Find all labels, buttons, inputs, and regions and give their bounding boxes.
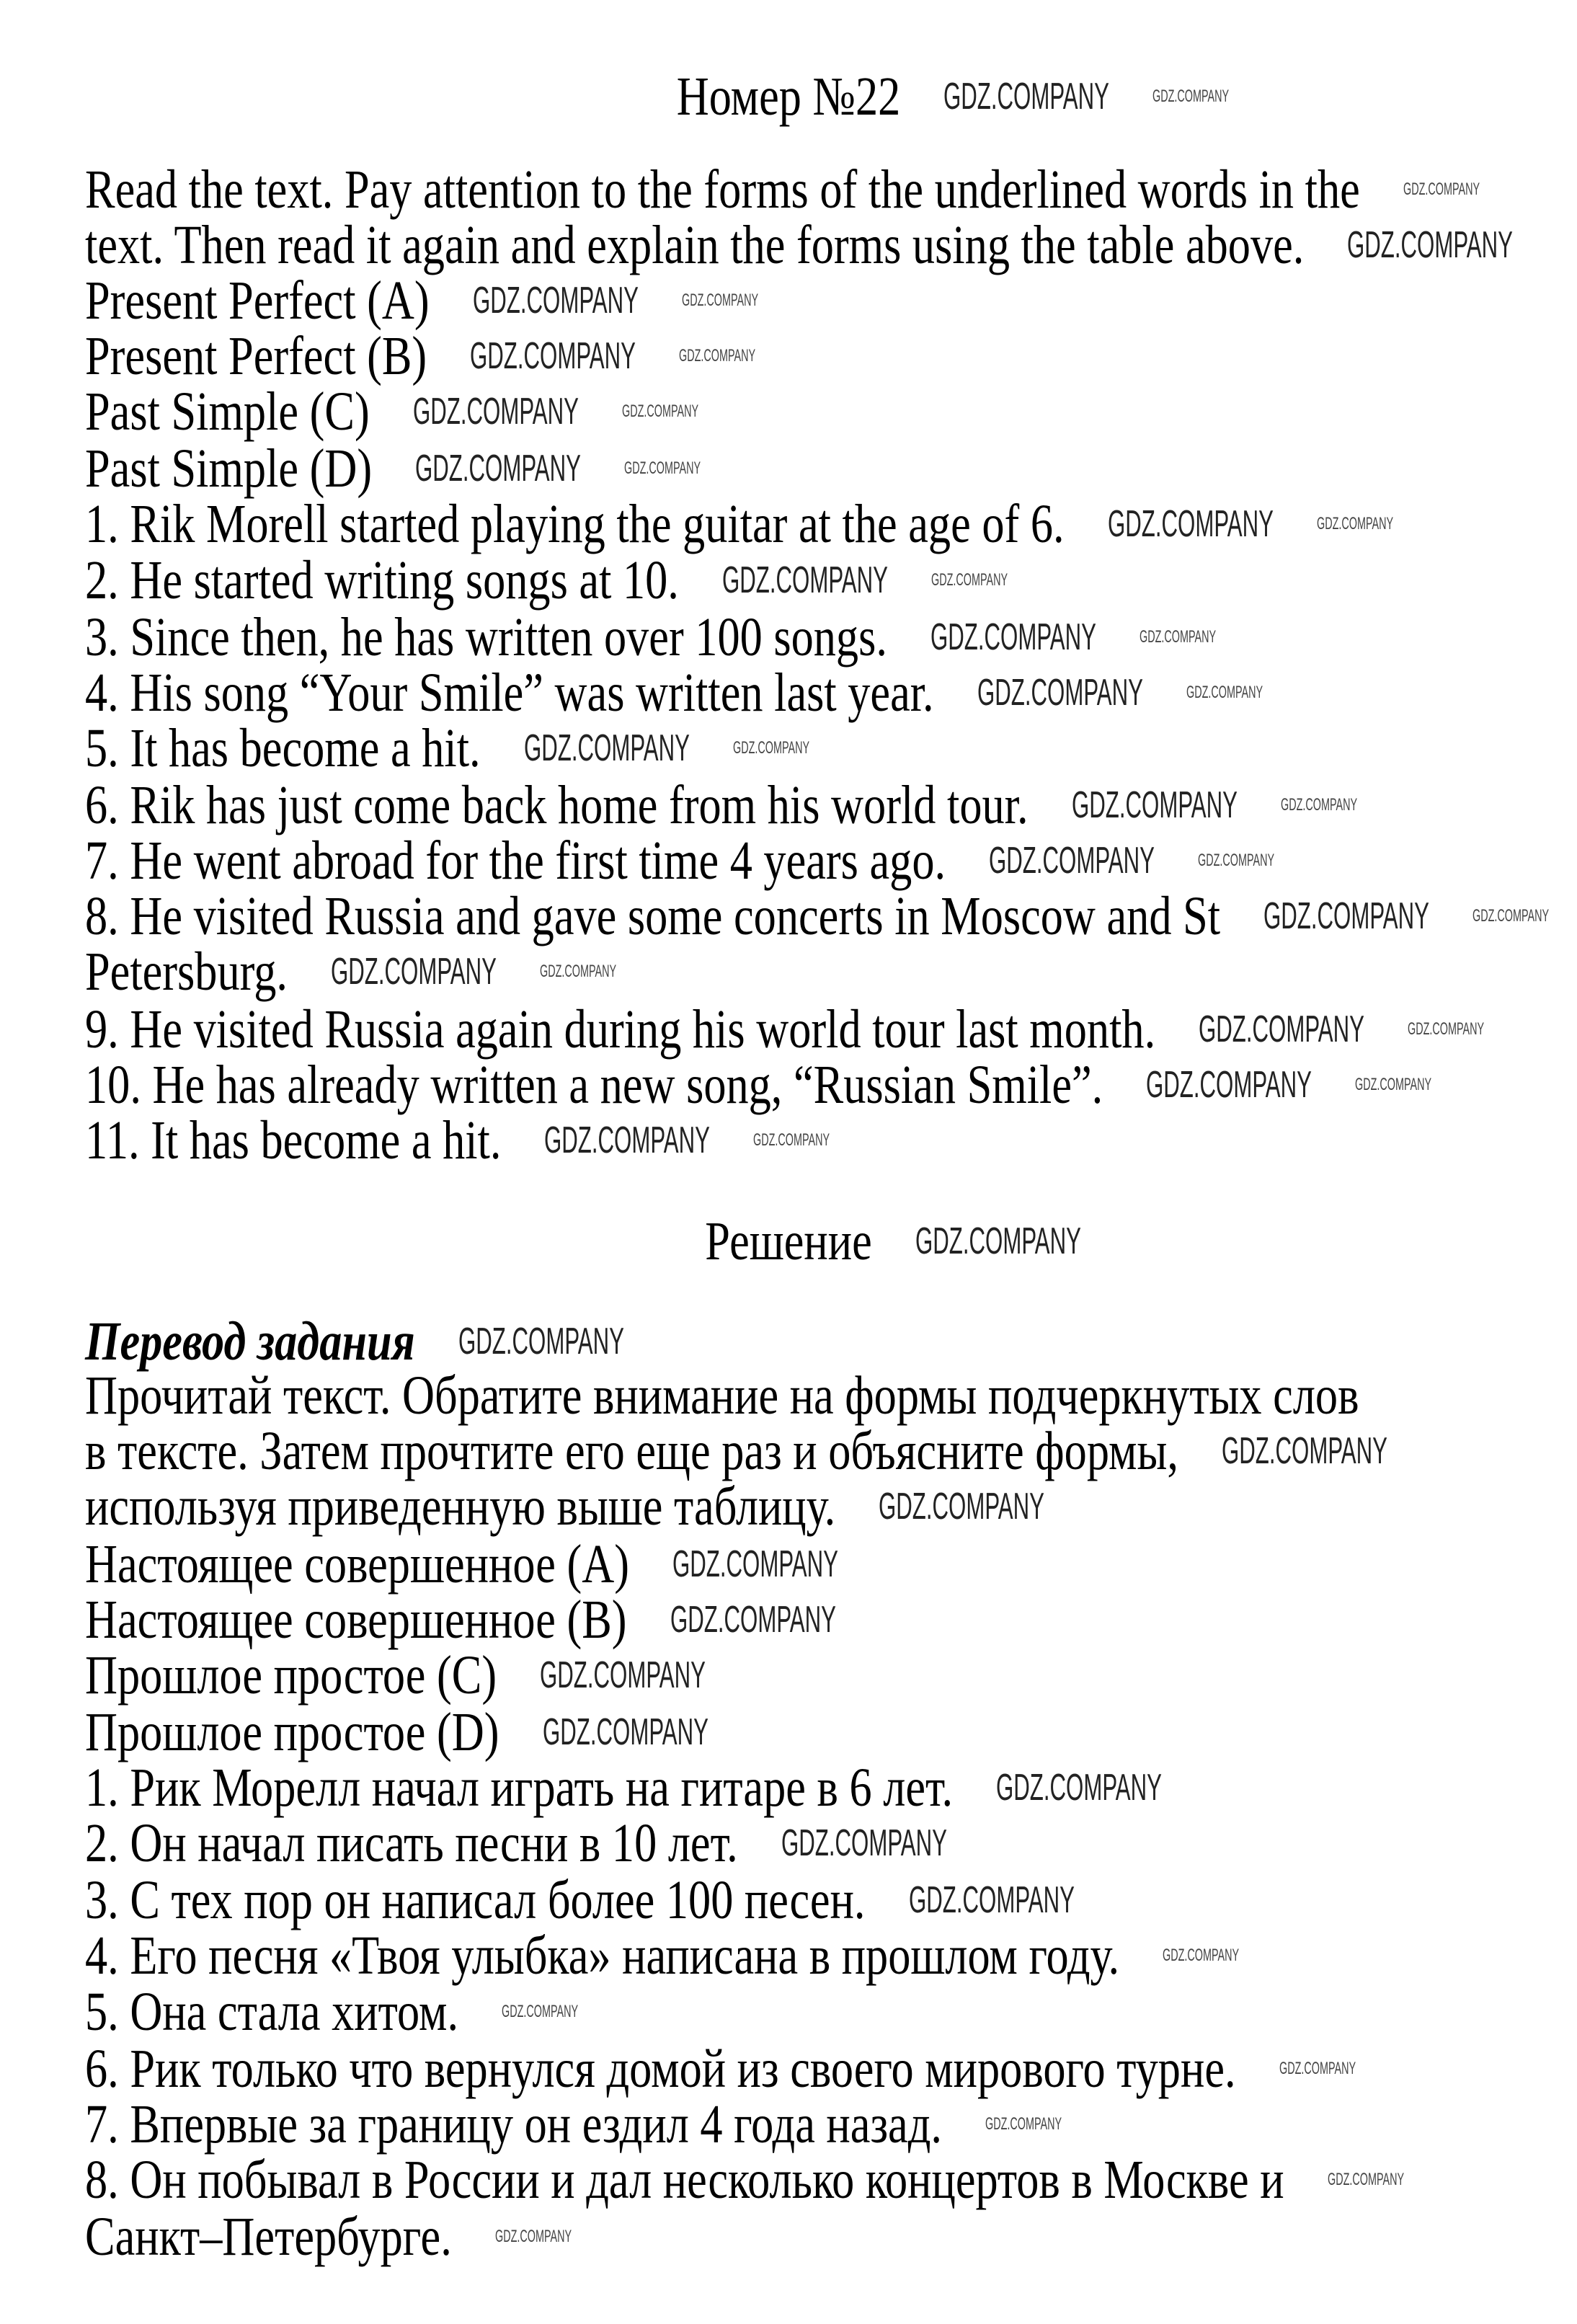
solution-line: 7. Впервые за границу он ездил 4 года назад. — [85, 2093, 943, 2155]
watermark: GDZ.COMPANY — [943, 76, 1110, 117]
watermark: GDZ.COMPANY — [1472, 906, 1550, 926]
watermark: GDZ.COMPANY — [624, 458, 701, 479]
watermark: GDZ.COMPANY — [908, 1879, 1075, 1922]
watermark: GDZ.COMPANY — [502, 2001, 579, 2021]
watermark: GDZ.COMPANY — [672, 1543, 838, 1585]
watermark: GDZ.COMPANY — [539, 962, 617, 982]
solution-line: 4. Его песня «Твоя улыбка» написана в прошлом году. — [85, 1925, 1120, 1987]
watermark: GDZ.COMPANY — [1221, 1430, 1387, 1473]
watermark: GDZ.COMPANY — [996, 1767, 1163, 1809]
watermark: GDZ.COMPANY — [1199, 1008, 1365, 1050]
watermark: GDZ.COMPANY — [1139, 626, 1217, 647]
watermark: GDZ.COMPANY — [753, 1130, 830, 1150]
watermark: GDZ.COMPANY — [989, 840, 1155, 882]
task-line: 6. Rik has just come back home from his world tour. — [85, 775, 1029, 836]
watermark: GDZ.COMPANY — [458, 1321, 624, 1362]
watermark: GDZ.COMPANY — [542, 1711, 708, 1753]
task-line: Petersburg. — [85, 941, 288, 1003]
watermark: GDZ.COMPANY — [540, 1654, 706, 1696]
task-line: Present Perfect (B) — [85, 325, 427, 386]
watermark: GDZ.COMPANY — [1408, 1019, 1485, 1039]
task-line: Read the text. Pay attention to the forms of the underlined words in the — [85, 159, 1360, 220]
watermark: GDZ.COMPANY — [732, 737, 809, 758]
watermark: GDZ.COMPANY — [621, 402, 698, 422]
solution-line: Настоящее совершенное (A) — [85, 1533, 630, 1595]
solution-line: Прочитай текст. Обратите внимание на формы подчеркнутых слов — [85, 1365, 1359, 1427]
task-line: Present Perfect (A) — [85, 270, 430, 331]
page-title: Номер №22 — [676, 66, 901, 127]
watermark: GDZ.COMPANY — [1071, 784, 1238, 827]
watermark: GDZ.COMPANY — [1107, 503, 1274, 546]
solution-line: 6. Рик только что вернулся домой из своего мирового турне. — [85, 2038, 1236, 2099]
task-line: 4. His song “Your Smile” was written last year. — [85, 662, 934, 723]
task-line: 11. It has become a hit. — [85, 1109, 502, 1171]
watermark: GDZ.COMPANY — [1280, 795, 1357, 815]
solution-line: 5. Она стала хитом. — [85, 1981, 459, 2042]
watermark: GDZ.COMPANY — [1198, 851, 1275, 871]
solution-line: в тексте. Затем прочтите его еще раз и объясните формы, — [85, 1421, 1178, 1482]
watermark: GDZ.COMPANY — [1163, 1946, 1240, 1966]
solution-line: 1. Рик Морелл начал играть на гитаре в 6 лет. — [85, 1757, 954, 1819]
watermark: GDZ.COMPANY — [1327, 2169, 1404, 2189]
watermark: GDZ.COMPANY — [1355, 1074, 1432, 1094]
solution-line: используя приведенную выше таблицу. — [85, 1476, 836, 1538]
watermark: GDZ.COMPANY — [1186, 682, 1263, 702]
task-line: 9. He visited Russia again during his world tour last month. — [85, 998, 1156, 1060]
watermark: GDZ.COMPANY — [523, 727, 690, 769]
solution-line: 2. Он начал писать песни в 10 лет. — [85, 1813, 738, 1874]
task-line: text. Then read it again and explain the forms using the table above. — [85, 214, 1305, 275]
watermark: GDZ.COMPANY — [679, 345, 756, 365]
watermark: GDZ.COMPANY — [1316, 514, 1393, 534]
task-line: 10. He has already written a new song, “Russian Smile”. — [85, 1054, 1103, 1115]
watermark: GDZ.COMPANY — [930, 616, 1096, 658]
task-line: 7. He went abroad for the first time 4 years ago. — [85, 830, 946, 892]
watermark: GDZ.COMPANY — [330, 951, 497, 993]
watermark: GDZ.COMPANY — [470, 334, 636, 377]
watermark: GDZ.COMPANY — [1263, 895, 1429, 938]
watermark: GDZ.COMPANY — [415, 448, 582, 490]
solution-line: 8. Он побывал в России и дал несколько концертов в Москве и — [85, 2149, 1284, 2210]
solution-line: Прошлое простое (D) — [85, 1701, 499, 1762]
watermark: GDZ.COMPANY — [544, 1119, 711, 1161]
watermark: GDZ.COMPANY — [977, 671, 1143, 714]
watermark: GDZ.COMPANY — [1347, 223, 1514, 266]
task-line: 5. It has become a hit. — [85, 717, 481, 779]
watermark: GDZ.COMPANY — [681, 290, 758, 310]
task-line: 3. Since then, he has written over 100 songs. — [85, 606, 887, 668]
watermark: GDZ.COMPANY — [412, 391, 579, 433]
task-line: Past Simple (C) — [85, 381, 370, 443]
watermark: GDZ.COMPANY — [879, 1486, 1045, 1528]
watermark: GDZ.COMPANY — [472, 279, 639, 321]
solution-line: Санкт–Петербурге. — [85, 2207, 452, 2268]
watermark: GDZ.COMPANY — [985, 2114, 1062, 2134]
watermark: GDZ.COMPANY — [721, 559, 888, 601]
task-line: 2. He started writing songs at 10. — [85, 549, 679, 611]
watermark: GDZ.COMPANY — [670, 1598, 836, 1641]
task-line: 1. Rik Morell started playing the guitar at the age of 6. — [85, 494, 1065, 555]
task-line: 8. He visited Russia and gave some concerts in Moscow and St — [85, 886, 1221, 947]
watermark: GDZ.COMPANY — [1403, 179, 1480, 199]
watermark: GDZ.COMPANY — [1146, 1063, 1312, 1106]
translation-heading: Перевод задания — [85, 1311, 415, 1372]
solution-heading: Решение — [705, 1211, 872, 1272]
watermark: GDZ.COMPANY — [915, 1220, 1081, 1262]
watermark: GDZ.COMPANY — [781, 1822, 947, 1865]
watermark: GDZ.COMPANY — [1279, 2058, 1356, 2078]
solution-line: 3. С тех пор он написал более 100 песен. — [85, 1870, 866, 1931]
task-line: Past Simple (D) — [85, 438, 373, 500]
watermark: GDZ.COMPANY — [1152, 87, 1230, 106]
solution-line: Настоящее совершенное (B) — [85, 1589, 627, 1650]
watermark: GDZ.COMPANY — [494, 2227, 572, 2247]
watermark: GDZ.COMPANY — [930, 569, 1008, 590]
solution-line: Прошлое простое (C) — [85, 1644, 497, 1706]
